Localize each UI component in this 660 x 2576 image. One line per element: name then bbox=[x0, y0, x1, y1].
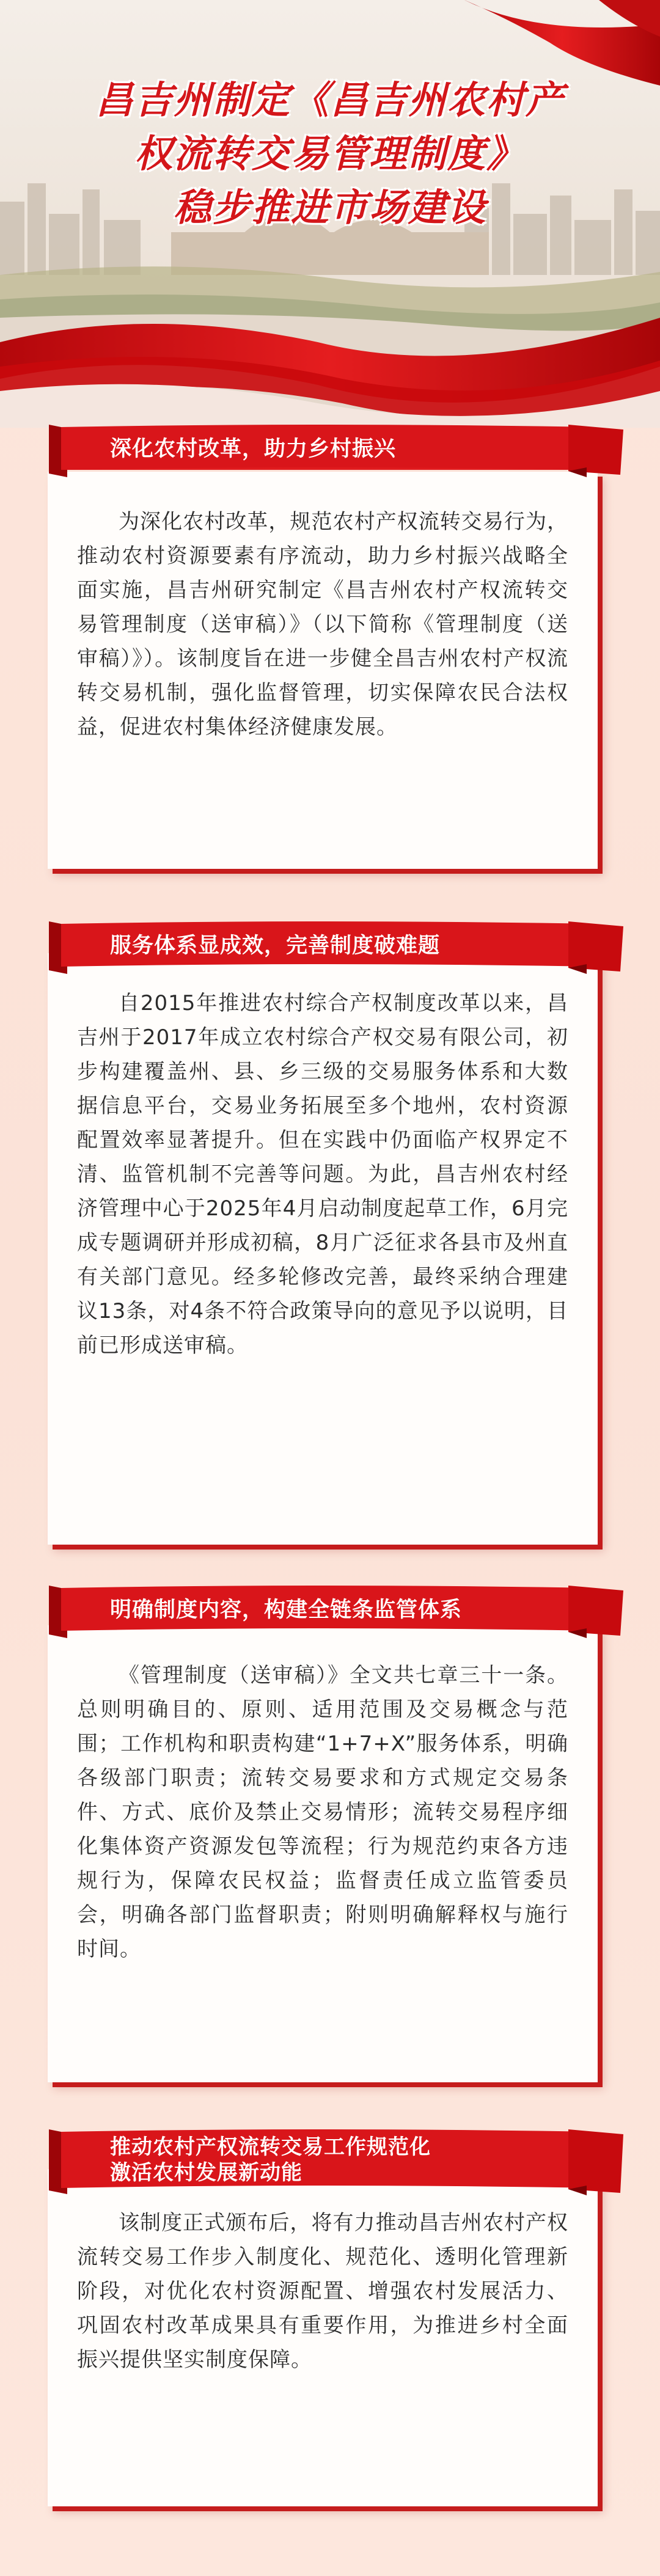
section-4-heading-line-1: 推动农村产权流转交易工作规范化 bbox=[110, 2135, 431, 2159]
title-line-2: 权流转交易管理制度》 bbox=[134, 131, 526, 176]
section-4-body: 该制度正式颁布后，将有力推动昌吉州农村产权流转交易工作步入制度化、规范化、透明化管理新阶段，对优化农村资源配置、增强农村发展活力、巩固农村改革成果具有重要作用，为推进乡村全面振兴提供坚实制度保障。 bbox=[77, 2211, 568, 2372]
title-line-1: 昌吉州制定《昌吉州农村产 bbox=[95, 78, 565, 122]
section-1-heading-banner bbox=[37, 425, 587, 470]
title-line-3: 稳步推进市场建设 bbox=[173, 185, 486, 230]
section-4-heading-line-2: 激活农村发展新动能 bbox=[110, 2161, 302, 2185]
section-4-card bbox=[48, 2169, 598, 2506]
section-4-heading bbox=[110, 2129, 550, 2190]
section-3-heading: 明确制度内容，构建全链条监管体系 bbox=[110, 1598, 463, 1622]
section-1-heading: 深化农村改革，助力乡村振兴 bbox=[110, 437, 397, 461]
section-1-card bbox=[48, 472, 598, 869]
section-2-heading-banner bbox=[37, 921, 587, 967]
header-banner bbox=[0, 0, 660, 428]
section-3-body: 《管理制度（送审稿）》全文共七章三十一条。总则明确目的、原则、适用范围及交易概念与范围；工作机构和职责构建“1+7+X”服务体系，明确各级部门职责；流转交易要求和方式规定交易条件、方式、底价及禁止交易情形；流转交易程序细化集体资产资源发包等流程；行为规范约束各方违规行为，保障农民权益；监督责任成立监管委员会，明确各部门监督职责；附则明确解释权与施行时间。 bbox=[77, 1663, 568, 1961]
section-1-body: 为深化农村改革，规范农村产权流转交易行为，推动农村资源要素有序流动，助力乡村振兴战略全面实施，昌吉州研究制定《昌吉州农村产权流转交易管理制度（送审稿）》（以下简称《管理制度（送审稿）》）。该制度旨在进一步健全昌吉州农村产权流转交易机制，强化监督管理，切实保障农民合法权益，促进农村集体经济健康发展。 bbox=[77, 510, 568, 739]
section-4-heading-banner bbox=[37, 2129, 587, 2190]
section-2-heading: 服务体系显成效，完善制度破难题 bbox=[110, 934, 441, 958]
section-2-body: 自2015年推进农村综合产权制度改革以来，昌吉州于2017年成立农村综合产权交易有限公司，初步构建覆盖州、县、乡三级的交易服务体系和大数据信息平台，交易业务拓展至多个地州，农村资源配置效率显著提升。但在实践中仍面临产权界定不清、监管机制不完善等问题。为此，昌吉州农村经济管理中心于2025年4月启动制度起草工作，6月完成专题调研并形成初稿，8月广泛征求各县市及州直有关部门意见。经多轮修改完善，最终采纳合理建议13条，对4条不符合政策导向的意见予以说明，目前已形成送审稿。 bbox=[77, 991, 568, 1358]
section-3-card bbox=[48, 1625, 598, 2082]
section-2-card bbox=[48, 953, 598, 1545]
section-3-heading-banner bbox=[37, 1586, 587, 1631]
page-title bbox=[0, 73, 660, 235]
